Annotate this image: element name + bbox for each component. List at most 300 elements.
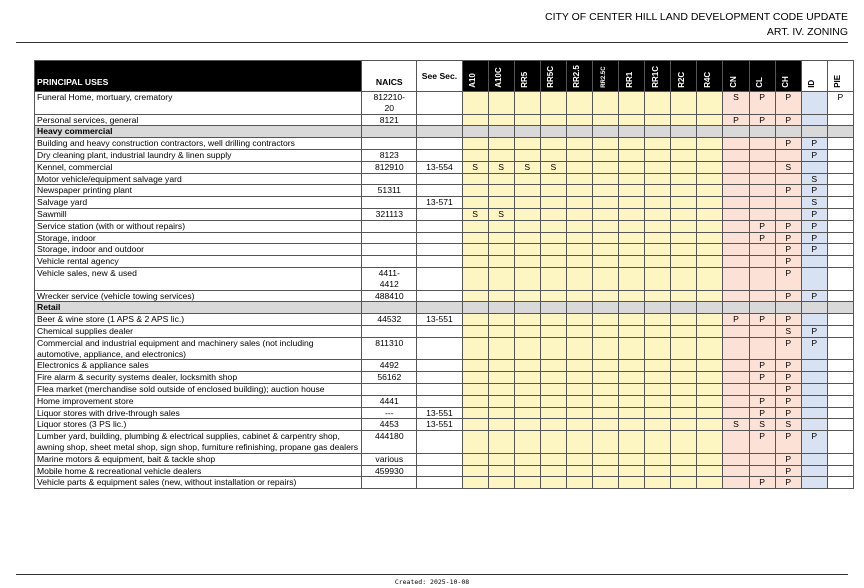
zone-permission-cell: S (775, 325, 801, 337)
zone-permission-cell (462, 267, 488, 290)
zone-permission-cell (671, 383, 697, 395)
zone-permission-cell: S (488, 208, 514, 220)
zone-permission-cell (488, 185, 514, 197)
zone-permission-cell: P (775, 185, 801, 197)
zone-permission-cell (566, 395, 592, 407)
zone-permission-cell (514, 114, 540, 126)
zone-permission-cell (619, 453, 645, 465)
zone-permission-cell (462, 477, 488, 489)
zone-permission-cell (827, 138, 853, 150)
zone-permission-cell (697, 114, 723, 126)
naics-code: 4441 (362, 395, 417, 407)
zone-permission-cell (827, 232, 853, 244)
category-filler-cell (749, 302, 775, 314)
zone-permission-cell (697, 173, 723, 185)
zone-permission-cell (488, 149, 514, 161)
zone-permission-cell: P (775, 244, 801, 256)
column-header-zone: RR5C (540, 61, 566, 92)
use-name: Dry cleaning plant, industrial laundry & linen supply (35, 149, 362, 161)
zone-permission-cell: P (801, 185, 827, 197)
zone-permission-cell (488, 372, 514, 384)
zone-permission-cell (566, 92, 592, 115)
zone-permission-cell (697, 267, 723, 290)
table-row (35, 149, 854, 161)
category-filler-cell (775, 302, 801, 314)
table-row (35, 256, 854, 268)
zone-permission-cell (593, 290, 619, 302)
zone-permission-cell (749, 244, 775, 256)
zone-permission-cell: P (749, 232, 775, 244)
category-filler-cell (645, 302, 671, 314)
zone-permission-cell (540, 208, 566, 220)
zone-permission-cell: P (723, 114, 749, 126)
zone-permission-cell (827, 360, 853, 372)
zone-permission-cell: P (775, 220, 801, 232)
zone-permission-cell (697, 383, 723, 395)
zone-permission-cell (645, 383, 671, 395)
zone-permission-cell (514, 465, 540, 477)
column-header-zone: A10 (462, 61, 488, 92)
zone-permission-cell (697, 325, 723, 337)
zone-permission-cell (827, 337, 853, 360)
zone-permission-cell (593, 149, 619, 161)
zone-permission-cell (827, 453, 853, 465)
use-name: Vehicle sales, new & used (35, 267, 362, 290)
zone-permission-cell (645, 419, 671, 431)
zone-permission-cell (749, 290, 775, 302)
zone-permission-cell (566, 477, 592, 489)
zone-permission-cell: P (801, 290, 827, 302)
zone-permission-cell (697, 360, 723, 372)
see-section: 13-571 (417, 197, 462, 209)
table-row (35, 407, 854, 419)
zone-permission-cell (566, 208, 592, 220)
zone-permission-cell (619, 232, 645, 244)
naics-code (362, 256, 417, 268)
use-name: Liquor stores (3 PS lic.) (35, 419, 362, 431)
naics-code (362, 232, 417, 244)
category-filler-cell (775, 126, 801, 138)
zone-permission-cell (697, 149, 723, 161)
table-row (35, 92, 854, 115)
document-section: ART. IV. ZONING (766, 26, 848, 38)
zone-permission-cell (723, 161, 749, 173)
zone-permission-cell (514, 325, 540, 337)
category-filler-cell (723, 302, 749, 314)
zone-permission-cell (462, 290, 488, 302)
zone-permission-cell (775, 149, 801, 161)
zone-permission-cell (697, 477, 723, 489)
zone-permission-cell: S (462, 208, 488, 220)
zone-permission-cell (593, 325, 619, 337)
zone-permission-cell (593, 407, 619, 419)
zone-permission-cell (827, 173, 853, 185)
zone-permission-cell: P (775, 337, 801, 360)
zone-permission-cell (514, 185, 540, 197)
table-row (35, 383, 854, 395)
category-filler-cell (362, 302, 417, 314)
zone-permission-cell (566, 220, 592, 232)
zone-permission-cell (723, 372, 749, 384)
zone-permission-cell (462, 360, 488, 372)
zone-permission-cell (488, 383, 514, 395)
category-filler-cell (619, 126, 645, 138)
see-section (417, 453, 462, 465)
zone-permission-cell (593, 256, 619, 268)
zone-permission-cell (593, 197, 619, 209)
use-name: Fire alarm & security systems dealer, locksmith shop (35, 372, 362, 384)
category-filler-cell (801, 302, 827, 314)
table-row (35, 431, 854, 454)
table-row (35, 185, 854, 197)
zone-permission-cell (645, 185, 671, 197)
use-name: Funeral Home, mortuary, crematory (35, 92, 362, 115)
zone-permission-cell (749, 337, 775, 360)
zone-permission-cell (488, 138, 514, 150)
zone-permission-cell (566, 360, 592, 372)
zone-permission-cell (514, 208, 540, 220)
zone-permission-cell: P (775, 256, 801, 268)
category-filler-cell (488, 126, 514, 138)
zone-permission-cell (619, 290, 645, 302)
zone-permission-cell: P (723, 314, 749, 326)
zone-permission-cell: P (801, 138, 827, 150)
zone-permission-cell (697, 232, 723, 244)
table-row (35, 290, 854, 302)
zone-permission-cell (540, 92, 566, 115)
zone-permission-cell (462, 92, 488, 115)
zone-permission-cell (645, 256, 671, 268)
column-header-zone: R4C (697, 61, 723, 92)
zone-permission-cell (697, 220, 723, 232)
zone-permission-cell (540, 395, 566, 407)
see-section: 13-551 (417, 419, 462, 431)
zone-permission-cell (619, 395, 645, 407)
category-filler-cell (671, 302, 697, 314)
see-section (417, 337, 462, 360)
use-name: Beer & wine store (1 APS & 2 APS lic.) (35, 314, 362, 326)
zone-permission-cell (593, 337, 619, 360)
zone-permission-cell (593, 314, 619, 326)
zone-permission-cell (593, 372, 619, 384)
zone-permission-cell (671, 138, 697, 150)
zone-permission-cell (514, 337, 540, 360)
zone-permission-cell (566, 267, 592, 290)
zone-permission-cell (827, 267, 853, 290)
zone-permission-cell (827, 197, 853, 209)
zone-permission-cell (462, 114, 488, 126)
zone-permission-cell (697, 161, 723, 173)
zone-permission-cell (619, 431, 645, 454)
zone-permission-cell (488, 173, 514, 185)
zone-permission-cell (619, 161, 645, 173)
zone-permission-cell (593, 114, 619, 126)
naics-code (362, 173, 417, 185)
zone-permission-cell (619, 465, 645, 477)
category-filler-cell (723, 126, 749, 138)
naics-code: 4411- 4412 (362, 267, 417, 290)
zone-permission-cell: P (749, 407, 775, 419)
zone-permission-cell (827, 395, 853, 407)
zone-permission-cell: P (775, 114, 801, 126)
zone-permission-cell: P (749, 92, 775, 115)
table-row (35, 173, 854, 185)
see-section (417, 267, 462, 290)
zone-permission-cell: P (775, 431, 801, 454)
zone-permission-cell (671, 477, 697, 489)
zone-permission-cell (801, 453, 827, 465)
zone-permission-cell (749, 267, 775, 290)
zone-permission-cell: P (749, 360, 775, 372)
see-section (417, 149, 462, 161)
zone-permission-cell (749, 208, 775, 220)
zone-permission-cell (749, 256, 775, 268)
use-name: Newspaper printing plant (35, 185, 362, 197)
category-filler-cell (488, 302, 514, 314)
zone-permission-cell (749, 138, 775, 150)
zone-permission-cell (593, 267, 619, 290)
zone-permission-cell (540, 244, 566, 256)
use-name: Flea market (merchandise sold outside of enclosed building); auction house (35, 383, 362, 395)
zone-permission-cell (593, 244, 619, 256)
table-row (35, 372, 854, 384)
created-date: Created: 2025-10-08 (394, 578, 470, 586)
zone-permission-cell (566, 314, 592, 326)
zone-permission-cell (566, 138, 592, 150)
zone-permission-cell (593, 477, 619, 489)
zone-permission-cell (488, 477, 514, 489)
table-row (35, 232, 854, 244)
category-filler-cell (462, 126, 488, 138)
column-header-zone: RR1 (619, 61, 645, 92)
table-row (35, 325, 854, 337)
category-label: Retail (35, 302, 362, 314)
zone-permission-cell (801, 477, 827, 489)
zone-permission-cell (566, 325, 592, 337)
zone-permission-cell (723, 232, 749, 244)
zone-permission-cell (514, 256, 540, 268)
zone-permission-cell (619, 173, 645, 185)
zone-permission-cell (593, 419, 619, 431)
use-name: Chemical supplies dealer (35, 325, 362, 337)
zone-permission-cell (723, 395, 749, 407)
zone-permission-cell (671, 290, 697, 302)
zone-permission-cell (827, 465, 853, 477)
zone-permission-cell (488, 360, 514, 372)
column-header-see-sec: See Sec. (417, 61, 462, 92)
zone-permission-cell (723, 477, 749, 489)
zone-permission-cell (462, 256, 488, 268)
zone-permission-cell: P (749, 220, 775, 232)
zone-permission-cell (801, 395, 827, 407)
zone-permission-cell (749, 325, 775, 337)
naics-code: --- (362, 407, 417, 419)
zone-permission-cell (749, 161, 775, 173)
zone-permission-cell: S (514, 161, 540, 173)
zone-permission-cell (514, 477, 540, 489)
use-name: Commercial and industrial equipment and machinery sales (not including automotive, appliance, and electronics) (35, 337, 362, 360)
zone-permission-cell (566, 453, 592, 465)
zone-permission-cell (671, 232, 697, 244)
zone-permission-cell: S (723, 419, 749, 431)
zone-permission-cell (619, 220, 645, 232)
zone-permission-cell (645, 220, 671, 232)
zone-permission-cell (827, 419, 853, 431)
zone-permission-cell: P (775, 407, 801, 419)
zone-permission-cell (514, 267, 540, 290)
use-name: Sawmill (35, 208, 362, 220)
zone-permission-cell (619, 256, 645, 268)
zone-permission-cell: P (775, 477, 801, 489)
zone-permission-cell (514, 383, 540, 395)
category-filler-cell (417, 302, 462, 314)
zone-permission-cell (723, 290, 749, 302)
use-name: Salvage yard (35, 197, 362, 209)
zone-permission-cell (619, 208, 645, 220)
zone-permission-cell (488, 256, 514, 268)
zone-permission-cell (514, 372, 540, 384)
category-filler-cell (362, 126, 417, 138)
zone-permission-cell (645, 453, 671, 465)
zone-permission-cell (593, 465, 619, 477)
zone-permission-cell (671, 325, 697, 337)
zone-permission-cell (723, 465, 749, 477)
zone-permission-cell (566, 290, 592, 302)
zone-permission-cell (540, 314, 566, 326)
zone-permission-cell (619, 197, 645, 209)
zone-permission-cell (514, 173, 540, 185)
zone-permission-cell (827, 161, 853, 173)
see-section (417, 244, 462, 256)
zone-permission-cell (801, 161, 827, 173)
zone-permission-cell (671, 220, 697, 232)
zone-permission-cell (488, 314, 514, 326)
zone-permission-cell (593, 453, 619, 465)
zone-permission-cell (645, 173, 671, 185)
zone-permission-cell (671, 173, 697, 185)
use-name: Personal services, general (35, 114, 362, 126)
zone-permission-cell (514, 314, 540, 326)
zone-permission-cell: P (775, 314, 801, 326)
category-filler-cell (593, 126, 619, 138)
zone-permission-cell (671, 256, 697, 268)
zone-permission-cell (723, 360, 749, 372)
use-name: Mobile home & recreational vehicle dealers (35, 465, 362, 477)
zone-permission-cell (619, 407, 645, 419)
naics-code (362, 383, 417, 395)
zone-permission-cell (593, 232, 619, 244)
naics-code: 459930 (362, 465, 417, 477)
table-row (35, 114, 854, 126)
zone-permission-cell (566, 232, 592, 244)
zone-permission-cell (671, 314, 697, 326)
zone-permission-cell (827, 114, 853, 126)
table-row (35, 220, 854, 232)
zone-permission-cell (488, 407, 514, 419)
document-title: CITY OF CENTER HILL LAND DEVELOPMENT CODE UPDATE (544, 11, 848, 23)
zone-permission-cell (827, 220, 853, 232)
zone-permission-cell: P (775, 383, 801, 395)
column-header-zone: RR1C (645, 61, 671, 92)
category-filler-cell (566, 126, 592, 138)
zone-permission-cell (697, 290, 723, 302)
zone-permission-cell (827, 372, 853, 384)
see-section (417, 220, 462, 232)
zone-permission-cell (775, 208, 801, 220)
see-section: 13-551 (417, 407, 462, 419)
zone-permission-cell (462, 453, 488, 465)
zone-permission-cell: P (775, 138, 801, 150)
zone-permission-cell (697, 431, 723, 454)
zone-permission-cell (488, 220, 514, 232)
zone-permission-cell (827, 185, 853, 197)
zone-permission-cell (645, 290, 671, 302)
naics-code: 811310 (362, 337, 417, 360)
zone-permission-cell (671, 419, 697, 431)
zone-permission-cell: P (775, 360, 801, 372)
zone-permission-cell (723, 325, 749, 337)
category-filler-cell (827, 126, 853, 138)
zone-permission-cell (540, 372, 566, 384)
footer-rule (16, 574, 848, 575)
zone-permission-cell (514, 138, 540, 150)
zone-permission-cell (827, 314, 853, 326)
zone-permission-cell (723, 173, 749, 185)
zone-permission-cell (671, 453, 697, 465)
zone-permission-cell (671, 161, 697, 173)
category-filler-cell (514, 302, 540, 314)
zone-permission-cell (645, 232, 671, 244)
zone-permission-cell (593, 185, 619, 197)
zone-permission-cell (645, 267, 671, 290)
table-row (35, 138, 854, 150)
naics-code: 812210- 20 (362, 92, 417, 115)
zone-permission-cell (723, 383, 749, 395)
zone-permission-cell (645, 477, 671, 489)
zone-permission-cell (540, 325, 566, 337)
zone-permission-cell (645, 114, 671, 126)
category-filler-cell (645, 126, 671, 138)
zone-permission-cell: P (775, 453, 801, 465)
see-section (417, 138, 462, 150)
use-name: Storage, indoor and outdoor (35, 244, 362, 256)
zone-permission-cell (488, 453, 514, 465)
table-row (35, 208, 854, 220)
zone-permission-cell (566, 197, 592, 209)
zone-permission-cell (488, 290, 514, 302)
category-filler-cell (540, 302, 566, 314)
zone-permission-cell (827, 325, 853, 337)
zone-permission-cell (540, 290, 566, 302)
table-header-row (35, 61, 854, 92)
zone-permission-cell (462, 419, 488, 431)
zone-permission-cell (514, 290, 540, 302)
zone-permission-cell: P (801, 220, 827, 232)
column-header-zone: RR2.5 (566, 61, 592, 92)
zone-permission-cell (566, 383, 592, 395)
zone-permission-cell (697, 208, 723, 220)
zone-permission-cell: P (775, 465, 801, 477)
category-filler-cell (671, 126, 697, 138)
zone-permission-cell (749, 465, 775, 477)
zone-permission-cell (566, 431, 592, 454)
zone-permission-cell (671, 149, 697, 161)
naics-code: 44532 (362, 314, 417, 326)
see-section (417, 290, 462, 302)
naics-code: various (362, 453, 417, 465)
zone-permission-cell: P (749, 431, 775, 454)
zone-permission-cell (488, 325, 514, 337)
